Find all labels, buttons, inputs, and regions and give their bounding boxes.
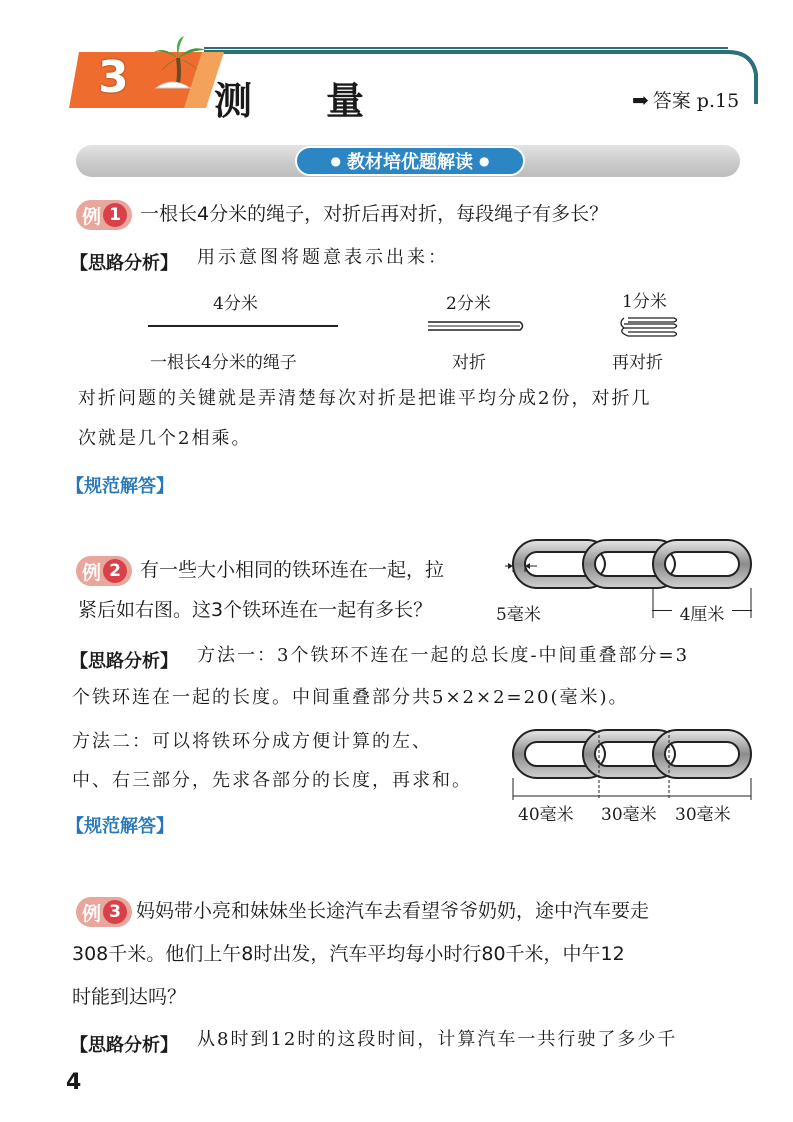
rope-folded-twice — [621, 318, 677, 336]
example2-question: 有一些大小相同的铁环连在一起，拉 — [140, 559, 445, 581]
answer-reference[interactable] — [632, 86, 739, 113]
example-badge — [76, 897, 132, 927]
rope-length-label: 2分米 — [446, 294, 491, 314]
example-badge-label: 例 — [82, 902, 102, 925]
rope-length-label: 1分米 — [622, 292, 667, 312]
arrow-right-icon: ➡ — [632, 88, 649, 112]
method2-text: 方法二：可以将铁环分成方便计算的左、 — [72, 731, 432, 752]
rope-diagram — [140, 312, 700, 342]
ring-length-label — [652, 600, 752, 625]
chapter-title: 测量 — [214, 79, 439, 123]
method2-text: 中、右三部分，先求各部分的长度，再求和。 — [72, 770, 472, 791]
example-badge-label: 例 — [82, 561, 102, 584]
rope-caption: 再对折 — [612, 353, 663, 373]
analysis-text: 从8时到12时的这段时间，计算汽车一共行驶了多少千 — [197, 1029, 678, 1050]
example1-note: 次就是几个2相乘。 — [78, 428, 252, 449]
rope-caption: 对折 — [452, 353, 486, 373]
analysis-text: 用示意图将题意表示出来： — [197, 247, 449, 268]
rope-folded-once — [428, 322, 523, 330]
dot-icon: ● — [330, 154, 341, 168]
segment-length-label: 30毫米 — [675, 805, 731, 825]
example1-note: 对折问题的关键就是弄清楚每次对折是把谁平均分成2份，对折几 — [78, 388, 652, 409]
analysis-text: 个铁环连在一起的长度。中间重叠部分共5×2×2=20(毫米)。 — [72, 687, 629, 708]
example-badge-label: 例 — [82, 205, 102, 228]
chain-link — [653, 730, 751, 778]
rope-length-label: 4分米 — [213, 294, 258, 314]
example-number: 2 — [103, 559, 127, 583]
chain-link — [653, 540, 751, 588]
ring-thickness-label: 5毫米 — [496, 605, 541, 625]
section-banner — [295, 146, 525, 176]
example3-question: 308千米。他们上午8时出发，汽车平均每小时行80千米，中午12 — [72, 943, 625, 965]
segment-length-label: 40毫米 — [518, 805, 574, 825]
example-number: 1 — [103, 203, 127, 227]
dot-icon: ● — [479, 154, 490, 168]
ring-length-value: 4厘米 — [679, 605, 725, 625]
solution-label: 【规范解答】 — [66, 476, 174, 497]
segment-length-label: 30毫米 — [601, 805, 657, 825]
example3-question: 时能到达吗？ — [72, 986, 187, 1008]
example-number: 3 — [103, 900, 127, 924]
palm-tree-icon — [150, 36, 210, 96]
chapter-number: 3 — [98, 52, 129, 103]
example-badge — [76, 556, 132, 586]
example3-question: 妈妈带小亮和妹妹坐长途汽车去看望爷爷奶奶，途中汽车要走 — [136, 900, 650, 922]
analysis-label: 【思路分析】 — [70, 253, 178, 274]
analysis-label: 【思路分析】 — [70, 651, 178, 672]
section-banner-title: 教材培优题解读 — [347, 152, 473, 173]
solution-label: 【规范解答】 — [66, 816, 174, 837]
analysis-text: 方法一：3个铁环不连在一起的总长度-中间重叠部分=3 — [197, 645, 690, 666]
answer-reference-text: 答案 p.15 — [652, 90, 740, 112]
example2-question: 紧后如右图。这3个铁环连在一起有多长？ — [78, 599, 433, 621]
example1-question: 一根长4分米的绳子，对折后再对折，每段绳子有多长？ — [140, 203, 609, 225]
chain-figure-2 — [505, 722, 760, 802]
example-badge — [76, 200, 132, 230]
analysis-label: 【思路分析】 — [70, 1035, 178, 1056]
page-number: 4 — [66, 1070, 82, 1095]
rope-caption: 一根长4分米的绳子 — [150, 353, 297, 373]
